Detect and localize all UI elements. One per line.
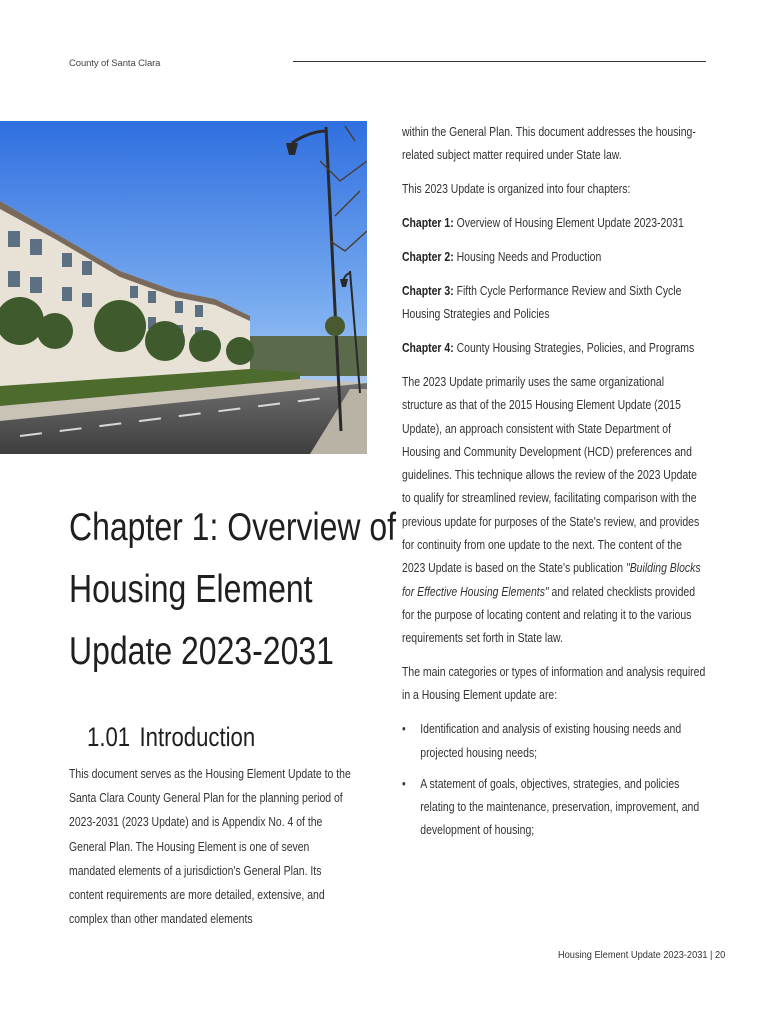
organization-paragraph: This 2023 Update is organized into four chapters: bbox=[402, 182, 631, 197]
intro-paragraph: This document serves as the Housing Element Update to the Santa Clara County General Plan for the planning period of 2023-2031 (2023 Update) and is Appendix No. 4 of the General Plan. The Housing Element is one of seven mandated elements of a jurisdiction's General Plan. Its content requirements are more detailed, extensive, and complex than other mandated elements bbox=[69, 767, 351, 927]
chapter-list-item-4 bbox=[402, 337, 706, 360]
chapter-text: Overview of Housing Element Update 2023-2031 bbox=[453, 216, 684, 231]
chapter-list-item-2 bbox=[402, 246, 706, 269]
chapter-list-item-3 bbox=[402, 280, 706, 327]
bullet-icon: • bbox=[402, 776, 406, 791]
list-item bbox=[402, 718, 706, 765]
chapter-text: County Housing Strategies, Policies, and Programs bbox=[453, 341, 695, 356]
categories-paragraph: The main categories or types of information and analysis required in a Housing Element update are: bbox=[402, 665, 706, 703]
chapter-label: Chapter 1: bbox=[402, 216, 454, 231]
right-column bbox=[402, 121, 706, 851]
list-item-text: Identification and analysis of existing housing needs and projected housing needs; bbox=[420, 722, 682, 760]
header-org-name: County of Santa Clara bbox=[69, 58, 161, 69]
chapter-text: Fifth Cycle Performance Review and Sixth Cycle Housing Strategies and Policies bbox=[402, 283, 682, 322]
structure-text: The 2023 Update primarily uses the same organizational structure as that of the 2015 Housing Element Update (2015 Update), an approach consistent with State Department of Housing and Community Development (HCD) preferences and guidelines. This technique allows the review of the 2023 Update to qualify for streamlined review, facilitating comparison with the previous update for purposes of the State's review, and provides for continuity from one update to the next. The content of the 2023 Update is based on the State's publication bbox=[402, 374, 700, 576]
page-footer: Housing Element Update 2023-2031 | 20 bbox=[558, 949, 726, 961]
chapter-title-line-1: Chapter 1: Overview of bbox=[69, 506, 397, 549]
chapter-title bbox=[69, 497, 397, 683]
section-number: 1.01 bbox=[87, 722, 131, 752]
bullet-icon: • bbox=[402, 722, 406, 737]
chapter-title-line-3: Update 2023-2031 bbox=[69, 630, 334, 673]
chapter-title-line-2: Housing Element bbox=[69, 568, 313, 611]
continuation-paragraph: within the General Plan. This document addresses the housing-related subject matter required under State law. bbox=[402, 125, 696, 163]
structure-text-end: and related checklists provided for the purpose of locating content and relating it to the various requirements set forth in State law. bbox=[402, 584, 696, 646]
list-item bbox=[402, 773, 706, 843]
section-title: Introduction bbox=[139, 722, 256, 752]
street-photo bbox=[0, 121, 367, 454]
requirements-list bbox=[402, 718, 706, 842]
chapter-list-item-1 bbox=[402, 212, 706, 235]
header-rule bbox=[293, 61, 706, 62]
chapter-text: Housing Needs and Production bbox=[453, 249, 602, 264]
chapter-label: Chapter 4: bbox=[402, 341, 454, 356]
structure-paragraph bbox=[402, 371, 706, 651]
publication-title: "Building Blocks for Effective Housing Elements" bbox=[402, 561, 701, 599]
chapter-label: Chapter 2: bbox=[402, 249, 454, 264]
chapter-label: Chapter 3: bbox=[402, 283, 454, 298]
section-heading bbox=[87, 722, 255, 753]
list-item-text: A statement of goals, objectives, strategies, and policies relating to the maintenance, preservation, improvement, and development of housing; bbox=[420, 776, 700, 838]
